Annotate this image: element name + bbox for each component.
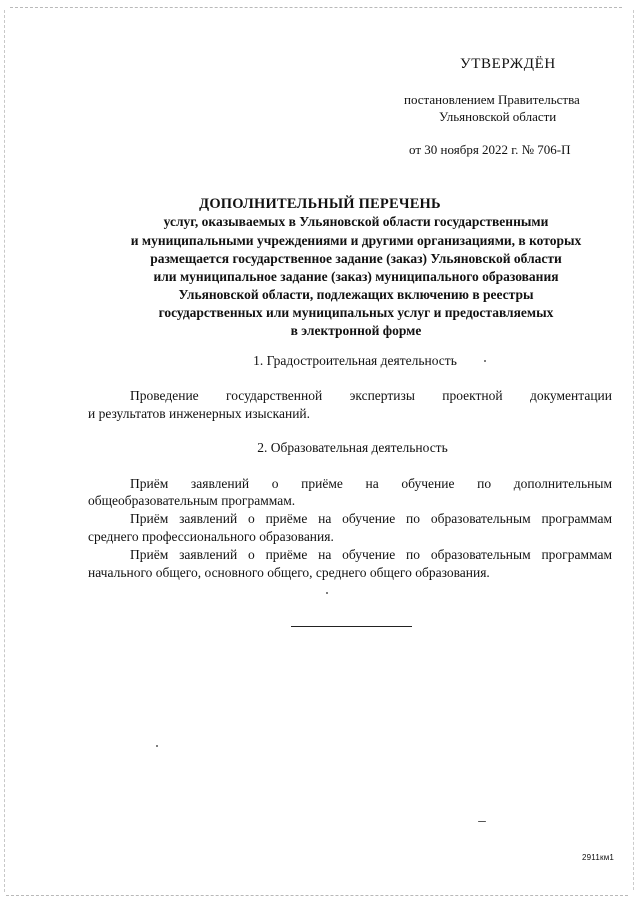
subtitle-line-5: Ульяновской области, подлежащих включению в реестры — [178, 287, 534, 302]
approval-date: от 30 ноября 2022 г. № 706-П — [409, 142, 571, 157]
section-2-line-2: общеобразовательным программам. — [88, 493, 296, 508]
subtitle-line-6: государственных или муниципальных услуг и предоставляемых — [158, 305, 554, 320]
scan-edge-top — [10, 7, 622, 8]
section-2-line-1: Приём заявлений о приёме на обучение по дополнительным — [130, 476, 612, 491]
approval-title: УТВЕРЖДЁН — [460, 56, 556, 72]
section-2-line-5: Приём заявлений о приёме на обучение по образовательным программам — [130, 547, 612, 562]
scan-speck — [156, 745, 158, 747]
section-1-line-2: и результатов инженерных изысканий. — [88, 406, 311, 421]
section-2-line-4: среднего профессионального образования. — [88, 529, 334, 544]
subtitle-line-7: в электронной форме — [290, 323, 422, 338]
scan-speck — [484, 360, 486, 362]
section-1-heading: 1. Градостроительная деятельность — [253, 353, 457, 368]
document-title: ДОПОЛНИТЕЛЬНЫЙ ПЕРЕЧЕНЬ — [199, 196, 441, 212]
scan-edge-bottom — [6, 895, 628, 896]
section-2-heading: 2. Образовательная деятельность — [257, 440, 448, 455]
approval-line-2: Ульяновской области — [439, 109, 557, 124]
document-code: 2911км1 — [582, 853, 615, 862]
subtitle-line-4: или муниципальное задание (заказ) муниципального образования — [153, 269, 559, 284]
section-2-line-6: начального общего, основного общего, среднего общего образования. — [88, 565, 490, 580]
end-divider — [291, 626, 412, 627]
approval-line-1: постановлением Правительства — [404, 92, 580, 107]
subtitle-line-3: размещается государственное задание (заказ) Ульяновской области — [150, 251, 562, 266]
section-1-line-1: Проведение государственной экспертизы проектной документации — [130, 388, 612, 403]
section-2-line-3: Приём заявлений о приёме на обучение по образовательным программам — [130, 511, 612, 526]
subtitle-line-2: и муниципальными учреждениями и другими организациями, в которых — [130, 233, 582, 248]
scan-speck — [478, 821, 486, 822]
scan-speck — [326, 592, 328, 594]
subtitle-line-1: услуг, оказываемых в Ульяновской области государственными — [163, 214, 549, 229]
